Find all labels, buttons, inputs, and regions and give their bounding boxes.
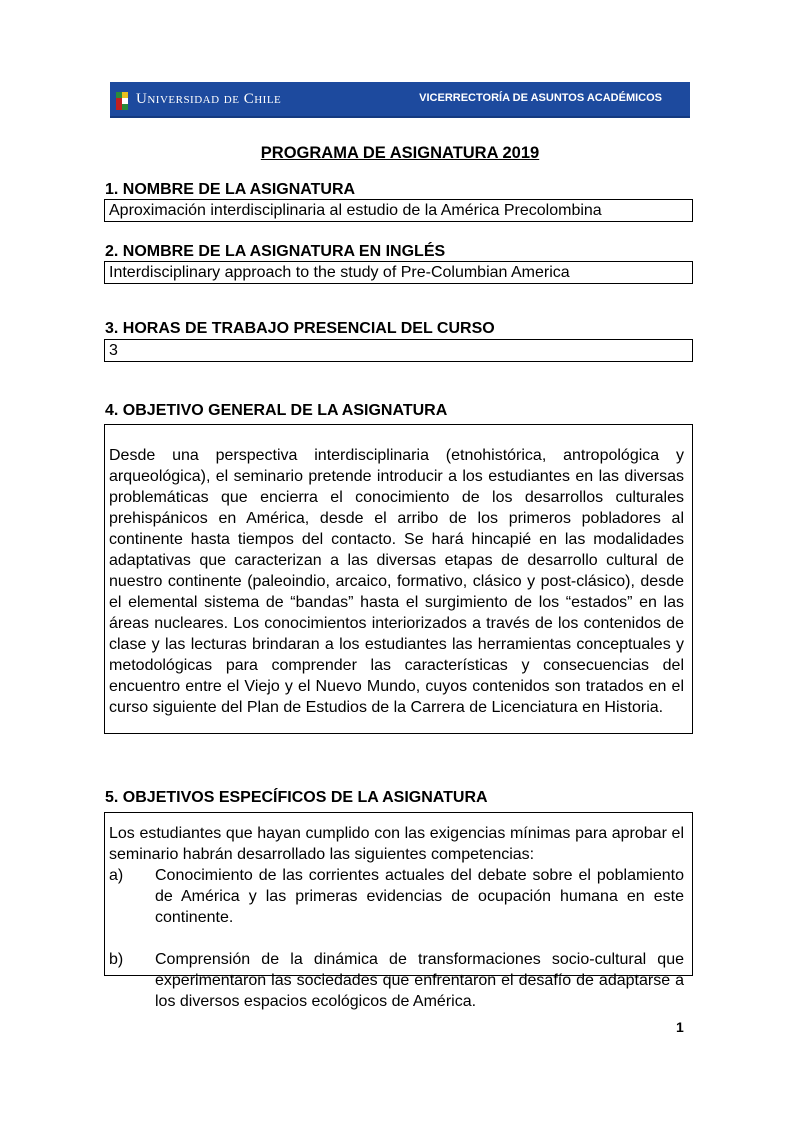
university-logo-icon	[116, 88, 128, 112]
objective-item	[109, 949, 684, 1012]
course-name: Aproximación interdisciplinaria al estudio de la América Precolombina	[109, 202, 602, 219]
item-text: Comprensión de la dinámica de transformaciones socio-cultural que experimentaron las sociedades que enfrentaron el desafío de adaptarse a los diversos espacios ecológicos de América.	[155, 951, 684, 1010]
objective-item	[109, 865, 684, 928]
page-number: 1	[676, 1019, 684, 1035]
section-3-box	[104, 339, 693, 362]
specific-objectives-intro: Los estudiantes que hayan cumplido con las exigencias mínimas para aprobar el seminario habrán desarrollado las siguientes competencias:	[109, 825, 684, 863]
section-1-box	[104, 199, 693, 222]
page-title: PROGRAMA DE ASIGNATURA 2019	[260, 144, 540, 162]
section-5-box	[104, 812, 693, 1010]
hours-value: 3	[109, 342, 118, 359]
section-2-heading: 2. NOMBRE DE LA ASIGNATURA EN INGLÉS	[105, 243, 446, 260]
item-text: Conocimiento de las corrientes actuales del debate sobre el poblamiento de América y las primeras evidencias de ocupación humana en este continente.	[155, 867, 684, 926]
section-1-heading: 1. NOMBRE DE LA ASIGNATURA	[105, 181, 356, 198]
item-label: a)	[109, 867, 124, 884]
section-4-box	[104, 424, 693, 734]
section-3-heading: 3. HORAS DE TRABAJO PRESENCIAL DEL CURSO	[105, 320, 495, 337]
header-banner	[110, 82, 690, 118]
section-5-heading: 5. OBJETIVOS ESPECÍFICOS DE LA ASIGNATURA	[105, 789, 488, 806]
university-name: Universidad de Chile	[136, 91, 282, 107]
item-label: b)	[109, 951, 124, 968]
office-name: VICERRECTORÍA DE ASUNTOS ACADÉMICOS	[419, 92, 662, 104]
course-name-english: Interdisciplinary approach to the study of Pre-Columbian America	[109, 264, 570, 281]
general-objective-text: Desde una perspectiva interdisciplinaria (etnohistórica, antropológica y arqueológica), el seminario pretende introducir a los estudiantes en las diversas problemáticas que encierra el conocimiento de los desarrollos culturales prehispánicos en América, desde el arribo de los primeros pobladores al continente hasta tiempos del contacto. Se hará hincapié en las modalidades adaptativas que caracterizan a las diversas etapas de desarrollo cultural de nuestro continente (paleoindio, arcaico, formativo, clásico y post-clásico), desde el elemental sistema de “bandas” hasta el surgimiento de los “estados” en las áreas nucleares. Los conocimientos interiorizados a través de los contenidos de clase y las lecturas brindaran a los estudiantes las herramientas conceptuales y metodológicas para comprender las características y consecuencias del encuentro entre el Viejo y el Nuevo Mundo, cuyos contenidos son tratados en el curso siguiente del Plan de Estudios de la Carrera de Licenciatura en Historia.	[109, 447, 684, 716]
section-4-heading: 4. OBJETIVO GENERAL DE LA ASIGNATURA	[105, 402, 448, 419]
section-2-box	[104, 261, 693, 284]
